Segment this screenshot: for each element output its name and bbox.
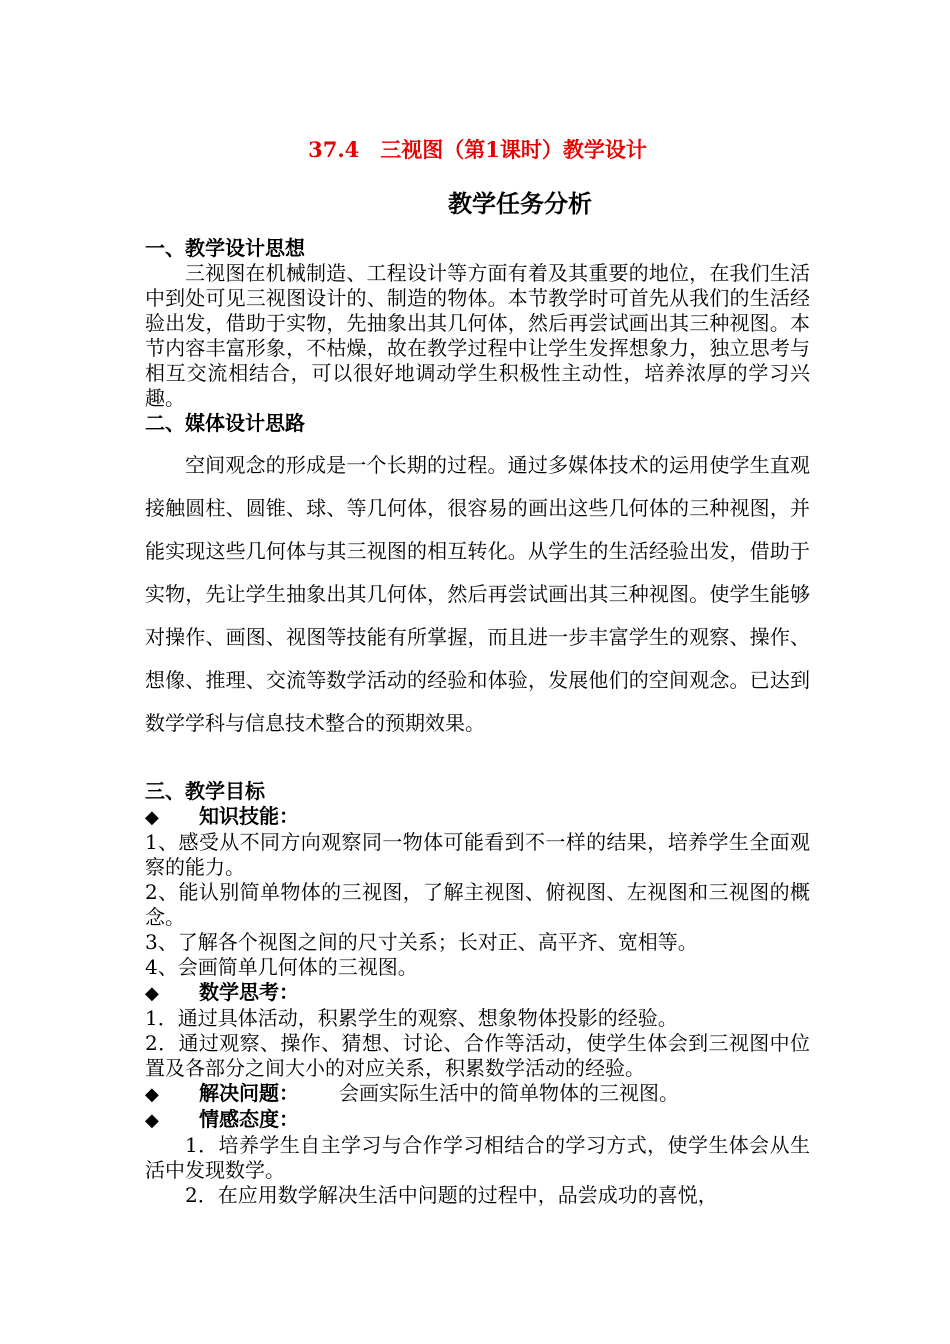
- section-heading: 二、媒体设计思路: [145, 411, 305, 435]
- diamond-bullet-icon: ◆: [145, 1084, 159, 1105]
- goal-item: 2．在应用数学解决生活中问题的过程中，品尝成功的喜悦，: [185, 1183, 718, 1207]
- goal-item: 1．通过具体活动，积累学生的观察、想象物体投影的经验。: [145, 1006, 678, 1030]
- goal-item: 3、了解各个视图之间的尺寸关系；长对正、高平齐、宽相等。: [145, 930, 698, 954]
- section-media-design: [145, 411, 810, 745]
- goal-category-thinking: [145, 980, 810, 1006]
- goal-item: 1．培养学生自主学习与合作学习相结合的学习方式，使学生体会从生活中发现数学。: [145, 1133, 810, 1182]
- section-teaching-goals: [145, 779, 810, 1208]
- diamond-bullet-icon: ◆: [145, 983, 159, 1004]
- goal-category-problem: [145, 1081, 810, 1107]
- goal-item: 2．通过观察、操作、猜想、讨论、合作等活动，使学生体会到三视图中位置及各部分之间大小的对应关系，积累数学活动的经验。: [145, 1031, 810, 1080]
- section-heading: 一、教学设计思想: [145, 236, 305, 260]
- document-title: 37.4 三视图（第1课时）教学设计: [308, 137, 647, 162]
- goal-item: 会画实际生活中的简单物体的三视图。: [339, 1081, 679, 1105]
- goal-category-label: 数学思考：: [199, 980, 299, 1004]
- document-subtitle: 教学任务分析: [448, 189, 592, 218]
- diamond-bullet-icon: ◆: [145, 1110, 159, 1131]
- goal-category-label: 解决问题：: [199, 1081, 299, 1105]
- goal-category-knowledge: [145, 804, 810, 830]
- section-design-idea: [145, 236, 810, 411]
- section-body: 三视图在机械制造、工程设计等方面有着及其重要的地位，在我们生活中到处可见三视图设计的、制造的物体。本节教学时可首先从我们的生活经验出发，借助于实物，先抽象出其几何体，然后再尝试画出其三种视图。本节内容丰富形象，不枯燥，故在教学过程中让学生发挥想象力，独立思考与相互交流相结合，可以很好地调动学生积极性主动性，培养浓厚的学习兴趣。: [145, 261, 810, 410]
- section-heading: 三、教学目标: [145, 779, 265, 803]
- goal-item: 1、感受从不同方向观察同一物体可能看到不一样的结果，培养学生全面观察的能力。: [145, 830, 810, 879]
- diamond-bullet-icon: ◆: [145, 807, 159, 828]
- goal-item: 4、会画简单几何体的三视图。: [145, 955, 418, 979]
- section-body: 空间观念的形成是一个长期的过程。通过多媒体技术的运用使学生直观接触圆柱、圆锥、球、等几何体，很容易的画出这些几何体的三种视图，并能实现这些几何体与其三视图的相互转化。从学生的生活经验出发，借助于实物，先让学生抽象出其几何体，然后再尝试画出其三种视图。使学生能够对操作、画图、视图等技能有所掌握，而且进一步丰富学生的观察、操作、想像、推理、交流等数学活动的经验和体验，发展他们的空间观念。已达到数学学科与信息技术整合的预期效果。: [145, 453, 810, 735]
- goal-category-label: 情感态度：: [199, 1107, 299, 1131]
- goal-item: 2、能认别简单物体的三视图，了解主视图、俯视图、左视图和三视图的概念。: [145, 880, 810, 929]
- goal-category-attitude: [145, 1107, 810, 1133]
- goal-category-label: 知识技能：: [199, 804, 299, 828]
